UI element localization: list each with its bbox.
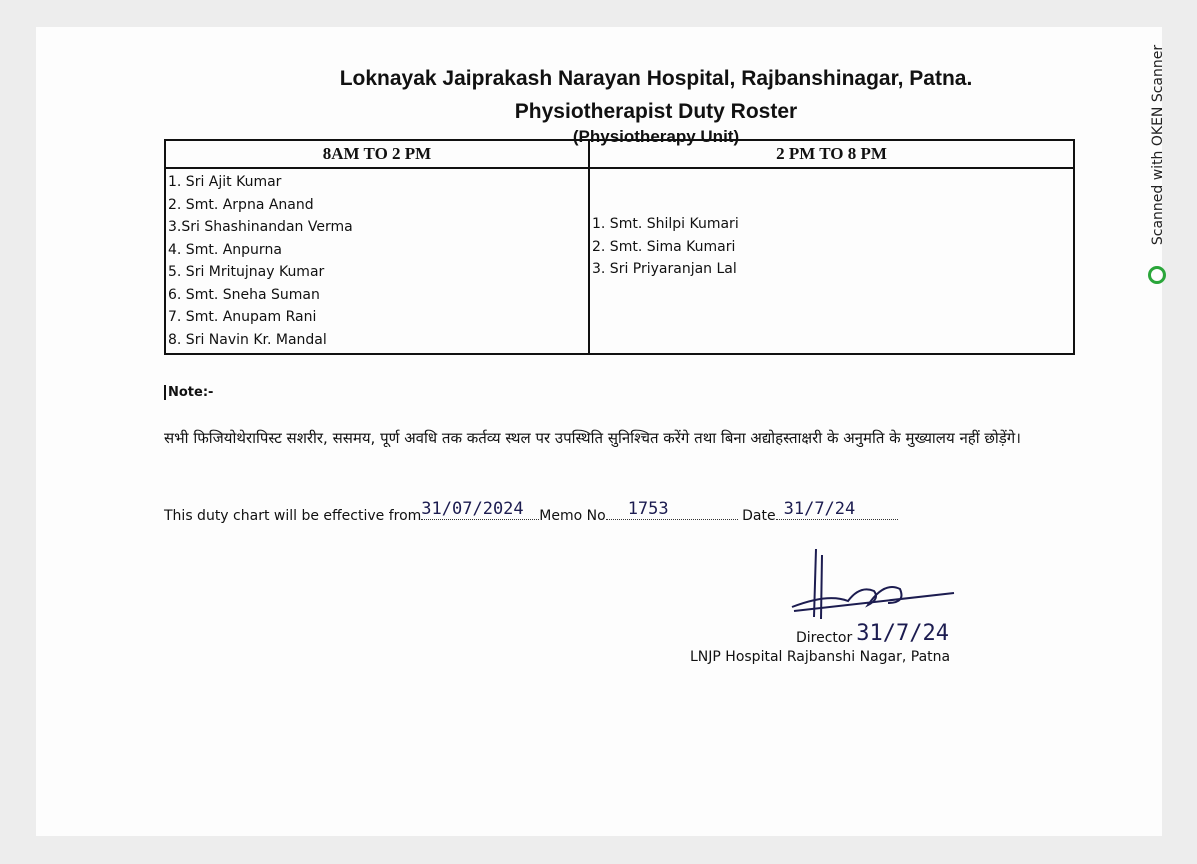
- list-item: 1. Sri Ajit Kumar: [168, 174, 282, 190]
- list-item: 2. Smt. Arpna Anand: [168, 196, 314, 213]
- hospital-address: LNJP Hospital Rajbanshi Nagar, Patna: [690, 649, 951, 665]
- document-sheet: [36, 27, 1162, 836]
- memo-label: Memo No: [539, 508, 606, 524]
- memo-no-field: [606, 499, 738, 520]
- list-item: 3. Sri Priyaranjan Lal: [592, 261, 737, 277]
- list-item: 6. Smt. Sneha Suman: [168, 286, 320, 303]
- date-field: [776, 499, 898, 520]
- roster-title: Physiotherapist Duty Roster: [514, 100, 798, 123]
- memo-no: 1753: [627, 499, 669, 519]
- list-item: 4. Smt. Anpurna: [168, 241, 282, 258]
- list-item: 2. Smt. Sima Kumari: [592, 238, 736, 255]
- evening-shift-cell: [589, 168, 1074, 354]
- scanner-logo-icon: [1148, 266, 1166, 284]
- morning-shift-cell: [165, 168, 589, 354]
- director-signature: [788, 545, 968, 625]
- list-item: 1. Smt. Shilpi Kumari: [592, 216, 739, 232]
- effective-line: [164, 499, 924, 524]
- note-text: सभी फिजियोथेरापिस्ट सशरीर, ससमय, पूर्ण अवधि तक कर्तव्य स्थल पर उपस्थिति सुनिश्चित करेंगे तथा बिना अद्योहस्ताक्षरी के अनुमति के मुख्यालय नहीं छोड़ेंगे।: [164, 429, 1021, 447]
- list-item: 5. Sri Mritujnay Kumar: [168, 264, 325, 280]
- note-label: Note:-: [164, 385, 213, 400]
- director-date: 31/7/24: [856, 621, 949, 646]
- duty-roster-table: [164, 139, 1075, 355]
- column-header-morning: 8AM TO 2 PM: [165, 140, 589, 168]
- date-value: 31/7/24: [783, 499, 856, 519]
- director-line: [796, 623, 949, 648]
- effective-date-field: [421, 499, 539, 520]
- unit-subtitle: (Physiotherapy Unit): [572, 127, 740, 146]
- list-item: 7. Smt. Anupam Rani: [168, 309, 317, 325]
- director-label: Director: [796, 630, 853, 646]
- table-header-row: [165, 140, 1074, 168]
- column-header-evening: 2 PM TO 8 PM: [589, 140, 1074, 168]
- date-label: Date: [742, 508, 776, 524]
- list-item: 8. Sri Navin Kr. Mandal: [168, 331, 327, 348]
- effective-label: This duty chart will be effective from: [164, 508, 422, 524]
- scanner-watermark: Scanned with OKEN Scanner: [1150, 44, 1166, 246]
- hospital-title: Loknayak Jaiprakash Narayan Hospital, Rajbanshinagar, Patna.: [339, 67, 973, 90]
- list-item: 3.Sri Shashinandan Verma: [168, 219, 353, 235]
- effective-date: 31/07/2024: [421, 499, 524, 519]
- table-row: [165, 168, 1074, 354]
